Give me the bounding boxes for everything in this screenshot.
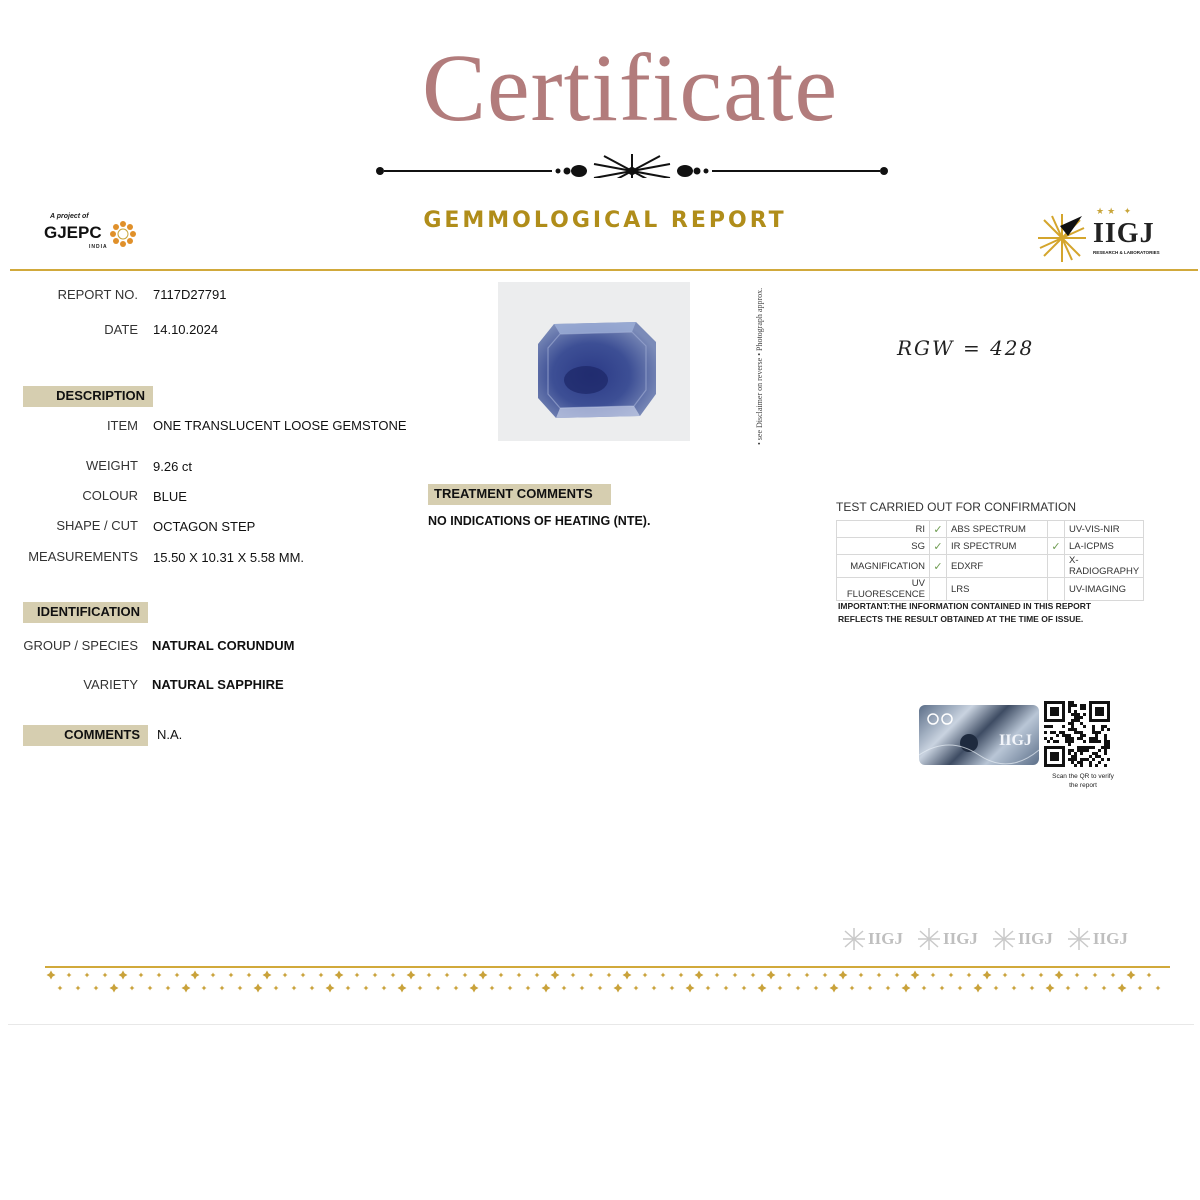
photo-disclaimer-note (753, 285, 765, 447)
description-heading: DESCRIPTION (23, 386, 153, 407)
check-icon (1048, 521, 1065, 538)
tests-title: TEST CARRIED OUT FOR CONFIRMATION (836, 500, 1077, 514)
burst-icon (917, 927, 941, 951)
variety-label: VARIETY (83, 677, 138, 692)
iigj-burst-icon (1036, 212, 1088, 264)
svg-text:IIGJ: IIGJ (999, 732, 1032, 749)
iigj-watermark (1067, 924, 1128, 954)
watermark-text: IIGJ (1092, 929, 1128, 948)
colour-value: BLUE (153, 489, 187, 504)
logo-name: GJEPC (44, 223, 102, 242)
header-rule (10, 269, 1198, 271)
watermark-row (842, 924, 1172, 954)
bottom-ornament (45, 966, 1170, 996)
test-name: UV-IMAGING (1065, 578, 1144, 601)
treatment-value: NO INDICATIONS OF HEATING (NTE). (428, 514, 651, 528)
group-value: NATURAL CORUNDUM (152, 638, 295, 653)
logo-name: IIGJ (1093, 218, 1155, 249)
gemstone-photo (498, 282, 690, 441)
check-icon (1048, 555, 1065, 578)
test-name: MAGNIFICATION (837, 555, 930, 578)
watermark-text: IIGJ (1017, 929, 1053, 948)
report-heading: GEMMOLOGICAL REPORT (423, 208, 787, 233)
report-no-value: 7117D27791 (153, 287, 227, 302)
test-name: ABS SPECTRUM (947, 521, 1048, 538)
identification-heading: IDENTIFICATION (23, 602, 148, 623)
weight-label: WEIGHT (86, 458, 138, 473)
item-label: ITEM (106, 418, 138, 433)
test-name: IR SPECTRUM (947, 538, 1048, 555)
check-icon (1048, 578, 1065, 601)
gjepc-flower-icon (109, 220, 137, 248)
report-no-label: REPORT NO. (57, 287, 138, 302)
comments-heading: COMMENTS (23, 725, 148, 746)
handwritten-note: RGW = 428 (897, 336, 1035, 360)
check-icon: ✓ (930, 521, 947, 538)
tests-table (836, 520, 1144, 601)
watermark-text: IIGJ (942, 929, 978, 948)
measurements-label: MEASUREMENTS (28, 549, 138, 564)
logo-tagline: A project of (50, 213, 89, 220)
test-name: EDXRF (947, 555, 1048, 578)
watermark-text: IIGJ (868, 929, 903, 948)
iigj-watermark (917, 924, 978, 954)
date-label: DATE (104, 322, 138, 337)
important-text: THE INFORMATION CONTAINED IN THIS REPORT REFLECTS THE RESULT OBTAINED AT THE TIME OF ISSUE. (838, 601, 1092, 624)
svg-text:• see Disclaimer on reverse •: • see Disclaimer on reverse • Photograph approx. (755, 287, 764, 445)
tests-row (837, 538, 1144, 555)
iigj-logo (1036, 206, 1170, 264)
burst-icon (842, 927, 866, 951)
sapphire-image (498, 282, 690, 441)
comments-value: N.A. (157, 727, 183, 742)
date-value: 14.10.2024 (153, 322, 219, 337)
qr-note: Scan the QR to verify the report (1052, 773, 1114, 789)
check-icon (930, 578, 947, 601)
measurements-value: 15.50 X 10.31 X 5.58 MM. (153, 550, 305, 565)
check-icon: ✓ (1048, 538, 1065, 555)
weight-value: 9.26 ct (153, 459, 193, 474)
gjepc-logo (44, 212, 154, 256)
hologram-seal (919, 705, 1039, 765)
burst-icon (992, 927, 1016, 951)
test-name: LRS (947, 578, 1048, 601)
variety-value: NATURAL SAPPHIRE (152, 677, 284, 692)
tests-row (837, 555, 1144, 578)
qr-code[interactable] (1044, 701, 1110, 767)
test-name: UV-VIS-NIR (1065, 521, 1144, 538)
treatment-heading: TREATMENT COMMENTS (428, 484, 611, 505)
logo-subtitle: RESEARCH & LABORATORIES (1093, 250, 1160, 255)
shape-value: OCTAGON STEP (153, 519, 256, 534)
tests-row (837, 578, 1144, 601)
test-name: SG (837, 538, 930, 555)
burst-icon (1067, 927, 1091, 951)
iigj-watermark (842, 924, 903, 954)
test-name: LA-ICPMS (1065, 538, 1144, 555)
iigj-watermark (992, 924, 1053, 954)
colour-label: COLOUR (82, 488, 138, 503)
test-name: UV FLUORESCENCE (837, 578, 930, 601)
shape-label: SHAPE / CUT (56, 518, 138, 533)
check-icon: ✓ (930, 555, 947, 578)
important-label: IMPORTANT: (838, 601, 890, 611)
certificate-title: Certificate (421, 34, 839, 141)
stars-icon: ★★ ✦ (1096, 206, 1135, 216)
important-note (838, 600, 1128, 626)
tests-row (837, 521, 1144, 538)
test-name: X-RADIOGRAPHY (1065, 555, 1144, 578)
item-value: ONE TRANSLUCENT LOOSE GEMSTONE (153, 418, 407, 433)
check-icon: ✓ (930, 538, 947, 555)
group-label: GROUP / SPECIES (23, 638, 138, 653)
logo-country: INDIA (89, 244, 108, 250)
test-name: RI (837, 521, 930, 538)
